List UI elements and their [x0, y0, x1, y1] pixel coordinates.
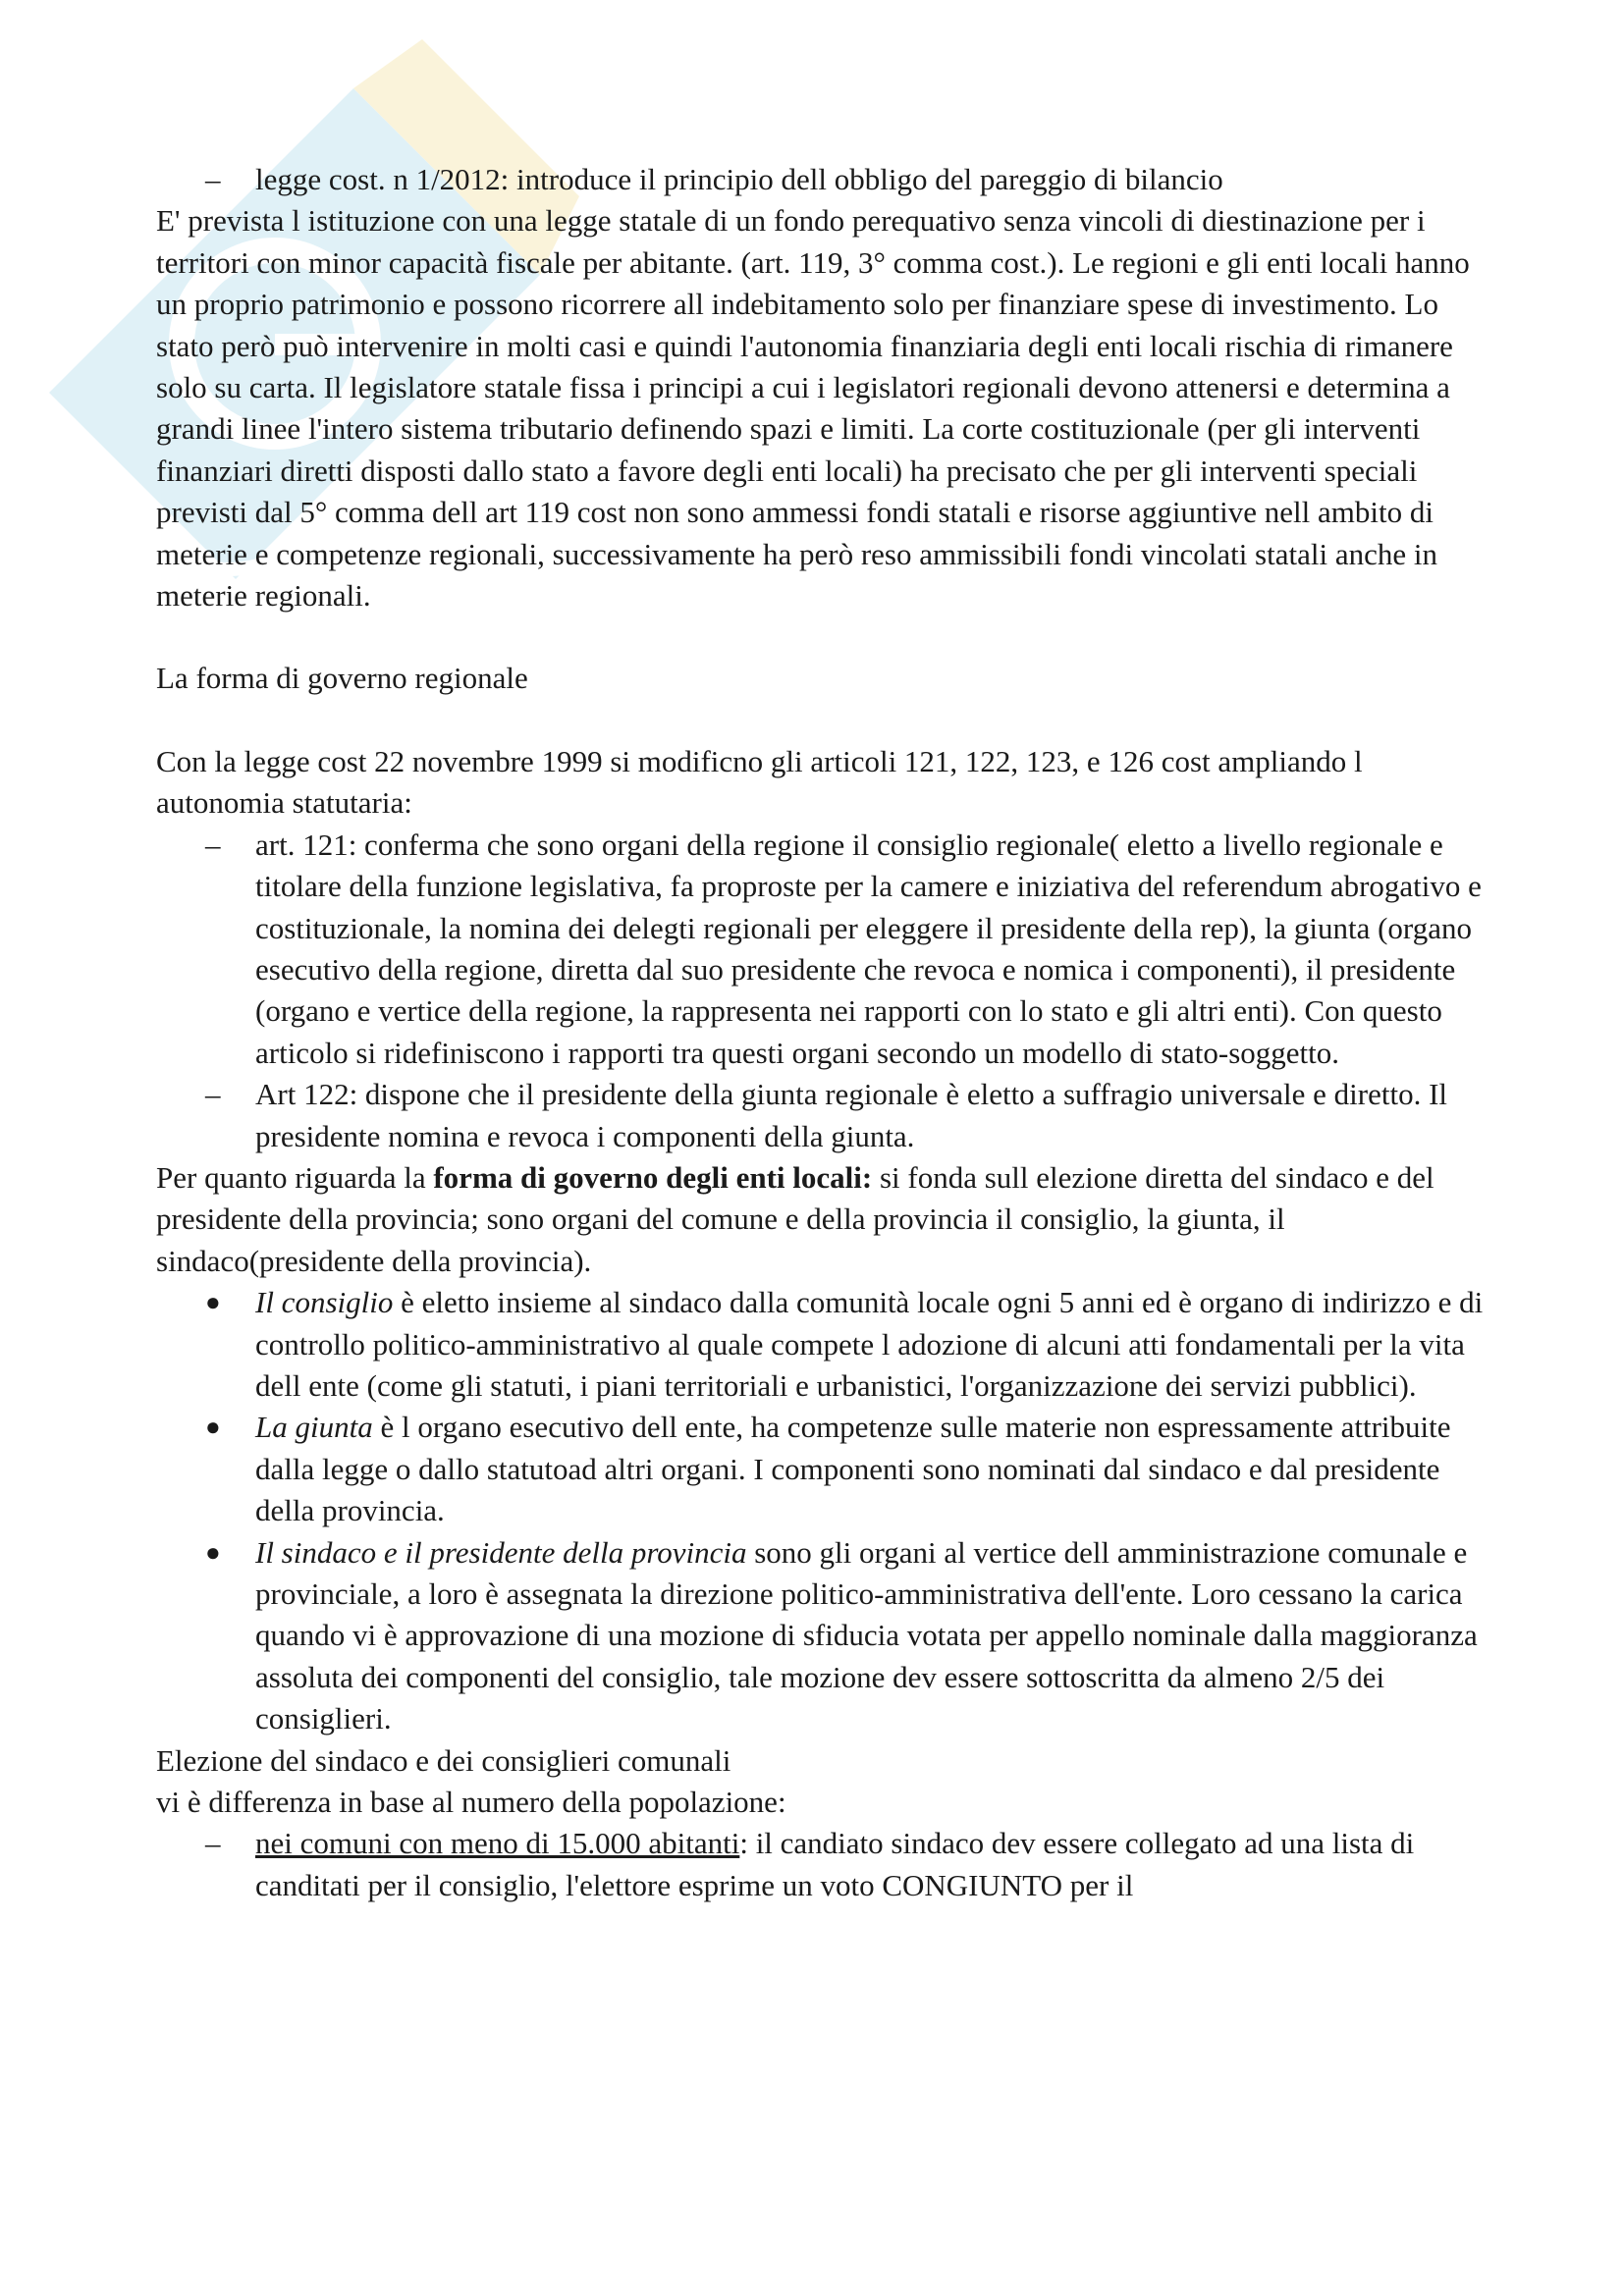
- italic-term: Il sindaco e il presidente della provincia: [255, 1534, 747, 1570]
- list-item-art-121: [156, 825, 1491, 1074]
- list-item-text: art. 121: conferma che sono organi della regione il consiglio regionale( eletto a livello regionale e titolare della funzione legislativa, fa proproste per la camere e iniziativa del referendum abrogativo e costituzionale, la nomina dei delegti regionali per eleggere il presidente della rep), la giunta (organo esecutivo della regione, diretta dal suo presidente che revoca e nomica i componenti), il presidente (organo e vertice della regione, la rappresenta nei rapporti con lo stato e gli altri enti). Con questo articolo si ridefiniscono i rapporti tra questi organi secondo un modello di stato-soggetto.: [255, 827, 1482, 1070]
- italic-term: La giunta: [255, 1410, 373, 1445]
- text: si fonda sull elezione diretta del sindaco e del presidente della provincia; sono organi del comune e della provincia il consiglio, la giunta, il sindaco(presidente della provincia).: [156, 1159, 1434, 1278]
- paragraph-fiscal-autonomy: E' prevista l istituzione con una legge statale di un fondo perequativo senza vincoli di diestinazione per i territori con minor capacità fiscale per abitante. (art. 119, 3° comma cost.). Le regioni e gli enti locali hanno un proprio patrimonio e possono ricorrere all indebitamento solo per finanziare spese di investimento. Lo stato però può intervenire in molti casi e quindi l'autonomia finanziaria degli enti locali rischia di rimanere solo su carta. Il legislatore statale fissa i principi a cui i legislatori regionali devono attenersi e determina a grandi linee l'intero sistema tributario definendo spazi e limiti. La corte costituzionale (per gli interventi finanziari diretti disposti dallo stato a favore degli enti locali) ha precisato che per gli interventi speciali previsti dal 5° comma dell art 119 cost non sono ammessi fondi statali e risorse aggiuntive nell ambito di meterie e competenze regionali, successivamente ha però reso ammissibili fondi vincolati statali anche in meterie regionali.: [156, 203, 1470, 614]
- list-item-text: [255, 1826, 1414, 1901]
- text: è eletto insieme al sindaco dalla comunità locale ogni 5 anni ed è organo di indirizzo e di controllo politico-amministrativo al quale compete l adozione di alcuni atti fondamentali per la vita dell ente (come gli statuti, i piani territoriali e urbanistici, l'organizzazione dei servizi pubblici).: [255, 1285, 1484, 1403]
- section-heading: La forma di governo regionale: [156, 661, 528, 696]
- bullet-icon: ●: [205, 1288, 221, 1317]
- bold-term: forma di governo degli enti locali:: [433, 1159, 873, 1195]
- bullet-item-consiglio: [156, 1282, 1491, 1407]
- list-item-art-122: [156, 1074, 1491, 1157]
- bullet-icon: ●: [205, 1413, 221, 1442]
- list-item: [156, 159, 1491, 200]
- bullet-item-sindaco: [156, 1532, 1491, 1740]
- list-item-text: [255, 1410, 1451, 1527]
- text: è l organo esecutivo dell ente, ha competenze sulle materie non espressamente attribuite dalla legge o dallo statutoad altri organi. I componenti sono nominati dal sindaco e dal presidente della provincia.: [255, 1410, 1451, 1528]
- list-item-text: [255, 1535, 1478, 1736]
- paragraph-constitutional-law: Con la legge cost 22 novembre 1999 si modificno gli articoli 121, 122, 123, e 126 cost ampliando l autonomia statutaria:: [156, 743, 1363, 821]
- list-item-text: legge cost. n 1/2012: introduce il principio dell obbligo del pareggio di bilancio: [255, 162, 1223, 196]
- bullet-item-giunta: [156, 1407, 1491, 1531]
- dash-marker: –: [205, 162, 221, 196]
- paragraph-local-government: [156, 1157, 1491, 1282]
- election-heading: Elezione del sindaco e dei consiglieri comunali: [156, 1742, 731, 1778]
- text: sono gli organi al vertice dell amministrazione comunale e provinciale, a loro è assegnata la direzione politico-amministrativa dell'ente. Loro cessano la carica quando vi è approvazione di una mozione di sfiducia votata per appello nominale dalla maggioranza assoluta dei componenti del consiglio, tale mozione dev essere sottoscritta da almeno 2/5 dei consiglieri.: [255, 1534, 1478, 1736]
- list-item-small-comuni: [156, 1823, 1491, 1906]
- list-item-text: [255, 1285, 1483, 1403]
- bullet-icon: ●: [205, 1537, 221, 1567]
- dash-marker: –: [205, 1826, 221, 1861]
- underlined-term: nei comuni con meno di 15.000 abitanti: [255, 1826, 740, 1861]
- italic-term: Il consiglio: [255, 1285, 394, 1320]
- text: : il candiato sindaco dev essere collegato ad una lista di canditati per il consiglio, l'elettore esprime un voto CONGIUNTO per il: [255, 1826, 1415, 1902]
- dash-marker: –: [205, 827, 221, 862]
- list-item-text: Art 122: dispone che il presidente della giunta regionale è eletto a suffragio universale e diretto. Il presidente nomina e revoca i componenti della giunta.: [255, 1077, 1448, 1153]
- text: Per quanto riguarda la: [156, 1159, 434, 1195]
- election-intro: vi è differenza in base al numero della popolazione:: [156, 1785, 786, 1820]
- document-body: [156, 159, 1491, 1906]
- dash-marker: –: [205, 1077, 221, 1112]
